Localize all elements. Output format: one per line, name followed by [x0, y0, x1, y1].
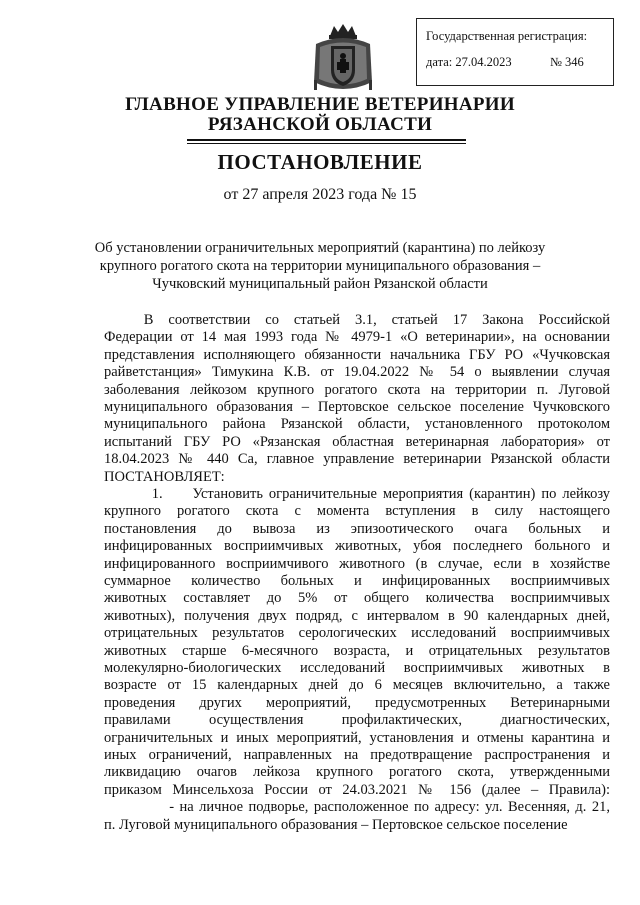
body-text-line: суммарное количество больных и инфицированных восприимчивых: [104, 573, 610, 589]
body-text-line: представления исполняющего обязанности начальника ГБУ РО «Чучковская: [104, 346, 610, 363]
body-text-line: испытаний ГБУ РО «Рязанская областная ветеринарная лаборатория» от: [104, 433, 610, 450]
subject-line: крупного рогатого скота на территории муниципального образования –: [99, 258, 541, 274]
document-type: ПОСТАНОВЛЕНИЕ: [217, 150, 423, 174]
body-text-line: райветстанция» Тимукина К.В. от 19.04.2022 № 54 о выявлении случая: [104, 364, 610, 381]
document-date-number: от 27 апреля 2023 года № 15: [223, 186, 417, 203]
body-text-line: инфицированного восприимчивого животного (в случае, если в хозяйстве: [104, 555, 610, 572]
body-text-line: В соответствии со статьей 3.1, статьей 17 Закона Российской: [104, 312, 610, 328]
body-text-line: ликвидацию очагов лейкоза крупного рогатого скота, утвержденными: [104, 764, 610, 781]
subject-line: Чучковский муниципальный район Рязанской области: [152, 276, 488, 292]
registration-title: Государственная регистрация:: [426, 29, 588, 43]
body-text-line: ПОСТАНОВЛЯЕТ:: [104, 468, 225, 485]
body-text-line: животных), получения двух подряд, с интервалом в 90 календарных дней,: [104, 607, 610, 624]
body-text-line: муниципального образования – Пертовское сельское поселение Чучковского: [104, 399, 610, 415]
body-text-line: п. Луговой муниципального образования – Пертовское сельское поселение: [104, 816, 568, 833]
body-text-line: крупного рогатого скота с момента вступления в силу настоящего: [104, 503, 610, 520]
body-text-line: инфицированных восприимчивых животных, убоя последнего больного и: [104, 538, 610, 555]
body-text-line: иных ограничений, направленных на предотвращение распространения и: [104, 747, 610, 763]
header-rule-thin: [187, 143, 466, 144]
body-text-line: 1. Установить ограничительные мероприятия (карантин) по лейкозу: [104, 486, 610, 502]
body-text-line: заболевания лейкозом крупного рогатого скота на территории п. Луговой: [104, 381, 610, 398]
body-text-line: отрицательных результатов серологических исследований восприимчивых: [104, 625, 610, 642]
registration-date: дата: 27.04.2023: [426, 55, 512, 69]
body-text-line: молекулярно-биологических исследований восприимчивых животных в: [104, 660, 610, 676]
body-text-line: 18.04.2023 № 440 Са, главное управление ветеринарии Рязанской области: [104, 451, 610, 468]
organization-name-line1: ГЛАВНОЕ УПРАВЛЕНИЕ ВЕТЕРИНАРИИ: [125, 94, 515, 115]
body-text-line: правилами осуществления профилактических, диагностических,: [104, 712, 610, 729]
body-text-line: муниципального района Рязанской области, установленного протоколом: [104, 416, 610, 433]
subject-line: Об установлении ограничительных мероприятий (карантина) по лейкозу: [94, 240, 546, 256]
body-text-line: животных составляет до 5% от общего количества восприимчивых: [104, 590, 610, 607]
body-text-line: Федерации от 14 мая 1993 года № 4979-1 «О ветеринарии», на основании: [104, 329, 610, 346]
organization-name-line2: РЯЗАНСКОЙ ОБЛАСТИ: [207, 114, 433, 135]
coat-of-arms-icon: [310, 22, 376, 98]
body-text-line: проведения других мероприятий, предусмотренных Ветеринарными: [104, 694, 610, 711]
registration-stamp: [416, 18, 614, 86]
body-text-line: приказом Минсельхоза России от 24.03.2021 № 156 (далее – Правила):: [104, 781, 610, 798]
registration-number: № 346: [550, 55, 584, 69]
body-text-line: возрасте от 15 календарных дней до 6 месяцев включительно, а также: [104, 677, 610, 694]
header-rule: [187, 139, 466, 141]
body-text-line: животных старше 6-месячного возраста, и отрицательных результатов: [104, 642, 610, 659]
body-text-line: постановления до вывоза из эпизоотического очага больных и: [104, 520, 610, 537]
body-text-line: - на личное подворье, расположенное по адресу: ул. Весенняя, д. 21,: [104, 799, 610, 816]
body-text-line: ограничительных и иных мероприятий, установления и отмены карантина и: [104, 729, 610, 746]
